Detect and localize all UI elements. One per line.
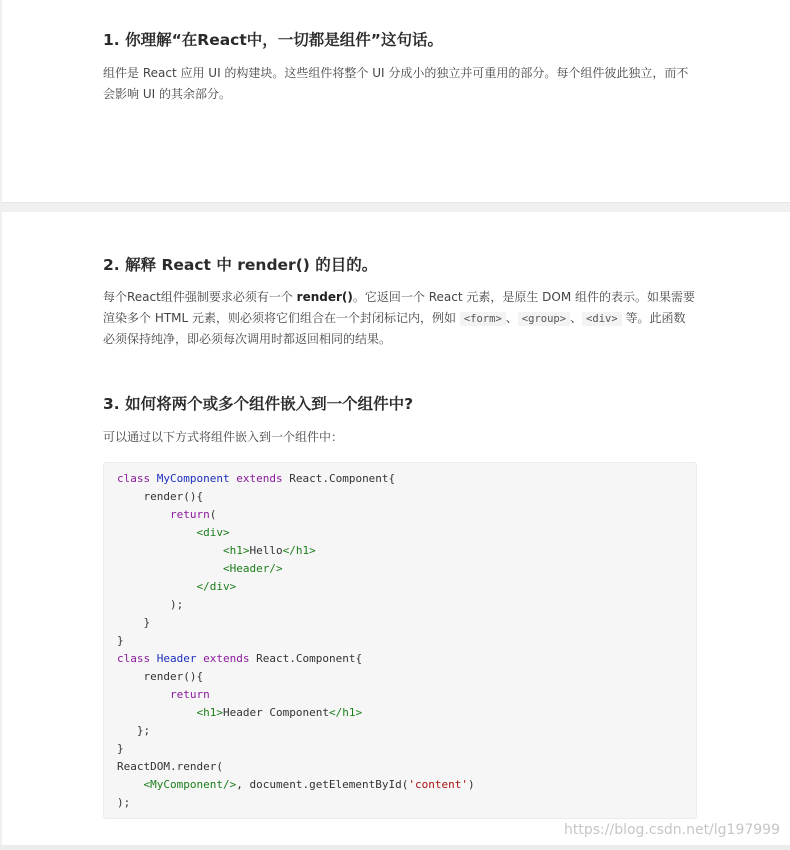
render-bold: render() — [296, 290, 353, 304]
code-line — [117, 578, 683, 596]
code-token: }; — [117, 724, 151, 737]
code-line — [117, 488, 683, 506]
code-line — [117, 596, 683, 614]
code-token: ReactDOM.render( — [117, 760, 223, 773]
code-line — [117, 560, 683, 578]
code-token: } — [117, 616, 151, 629]
code-token: ); — [117, 598, 184, 611]
code-token: Header — [156, 652, 197, 665]
s2-text-1: 每个React组件强制要求必须有一个 — [103, 290, 297, 304]
code-token: <Header/> — [222, 562, 283, 575]
code-token: <h1> — [196, 706, 223, 719]
code-line — [117, 470, 683, 488]
code-token: } — [117, 742, 124, 755]
code-token: ( — [209, 508, 217, 521]
code-token: Hello — [249, 544, 283, 557]
code-token: extends — [203, 652, 250, 665]
code-token — [117, 580, 196, 593]
code-form: <form> — [460, 312, 506, 326]
code-line — [117, 776, 683, 794]
code-token — [117, 526, 196, 539]
code-token: <div> — [196, 526, 230, 539]
code-token — [117, 562, 223, 575]
code-line — [117, 542, 683, 560]
section-1-title: 1. 你理解“在React中，一切都是组件”这句话。 — [103, 31, 443, 49]
code-token: render(){ — [117, 490, 204, 503]
code-token — [117, 778, 144, 791]
code-token: return — [169, 688, 210, 701]
code-token — [117, 688, 170, 701]
code-line — [117, 722, 683, 740]
section-2-title: 2. 解释 React 中 render() 的目的。 — [103, 256, 378, 274]
section-1-paragraph: 组件是 React 应用 UI 的构建块。这些组件将整个 UI 分成小的独立并可重用的部分。每个组件彼此独立，而不会影响 UI 的其余部分。 — [103, 66, 689, 101]
code-token: <MyComponent/> — [143, 778, 237, 791]
code-line — [117, 650, 683, 668]
section-card-1 — [2, 0, 790, 203]
code-token: , document.getElementById( — [236, 778, 409, 791]
watermark: https://blog.csdn.net/lg197999 — [564, 822, 780, 838]
code-line — [117, 614, 683, 632]
code-token: ) — [468, 778, 475, 791]
code-token: MyComponent — [156, 472, 230, 485]
code-group: <group> — [518, 312, 570, 326]
code-token: 'content' — [408, 778, 469, 791]
code-token: <h1> — [222, 544, 250, 557]
code-line — [117, 668, 683, 686]
section-3-title: 3. 如何将两个或多个组件嵌入到一个组件中? — [103, 395, 414, 413]
code-token: render(){ — [117, 670, 204, 683]
code-token: } — [117, 634, 124, 647]
code-line — [117, 686, 683, 704]
section-3-paragraph: 可以通过以下方式将组件嵌入到一个组件中： — [103, 430, 344, 444]
code-line — [117, 704, 683, 722]
s2-text-3: 等。此函数必须保持纯净，即必须每次调用时都返回相同的结果。 — [103, 310, 686, 346]
code-content — [117, 470, 683, 812]
code-line — [117, 740, 683, 758]
code-line — [117, 524, 683, 542]
code-token: ); — [117, 796, 131, 809]
section-2-paragraph — [103, 287, 697, 350]
sep-2: 、 — [570, 310, 583, 325]
code-line — [117, 758, 683, 776]
code-token: Header Component — [222, 706, 329, 719]
code-token: </h1> — [282, 544, 316, 557]
code-token — [150, 652, 157, 665]
code-token — [117, 544, 223, 557]
sep-1: 、 — [505, 310, 518, 325]
code-block — [103, 462, 697, 819]
code-token — [117, 706, 196, 719]
s2-text-2: 。它返回一个 React 元素，是原生 DOM 组件的表示。如果需要渲染多个 HTML 元素，则必须将它们组合在一个封闭标记内，例如 — [103, 290, 696, 325]
code-token — [150, 472, 157, 485]
code-token: class — [117, 472, 151, 485]
section-card-2 — [2, 212, 790, 845]
code-token — [117, 508, 170, 521]
code-token: React.Component{ — [282, 472, 396, 485]
code-div: <div> — [582, 312, 622, 326]
code-token: class — [117, 652, 151, 665]
code-token: </div> — [196, 580, 237, 593]
code-token: </h1> — [328, 706, 363, 719]
code-token: return — [169, 508, 210, 521]
bottom-divider — [0, 845, 790, 850]
code-token: extends — [236, 472, 283, 485]
code-line — [117, 632, 683, 650]
code-line — [117, 506, 683, 524]
code-token: React.Component{ — [249, 652, 363, 665]
code-line — [117, 794, 683, 812]
